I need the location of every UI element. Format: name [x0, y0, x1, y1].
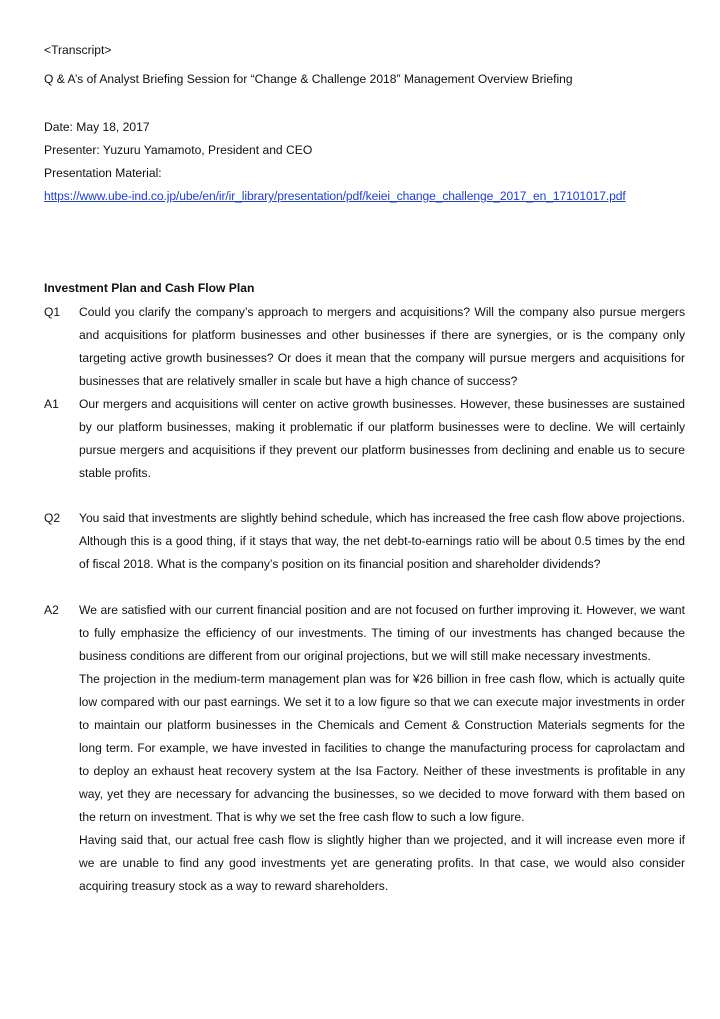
qa-text: [79, 507, 685, 576]
briefing-date: Date: May 18, 2017: [44, 120, 150, 134]
qa-text: [79, 301, 685, 393]
qa-label: Q1: [44, 305, 61, 319]
qa-label: Q2: [44, 511, 61, 525]
qa-label: A2: [44, 603, 59, 617]
section-heading: Investment Plan and Cash Flow Plan: [44, 281, 255, 295]
qa-paragraph: The projection in the medium-term management plan was for ¥26 billion in free cash flow, which is actually quite low compared with our past earnings. We set it to a low figure so that we can execute major investments in order to maintain our platform businesses in the Chemicals and Cement & Construction Materials segments for the long term. For example, we have invested in facilities to change the manufacturing process for caprolactam and to deploy an exhaust heat recovery system at the Isa Factory. Neither of these investments is profitable in any way, yet they are necessary for advancing the businesses, so we decided to move forward with them based on the return on investment. That is why we set the free cash flow to such a low figure.: [79, 672, 685, 824]
qa-paragraph: Our mergers and acquisitions will center on active growth businesses. However, these businesses are sustained by our platform businesses, making it problematic if our platform businesses were to decline. We will certainly pursue mergers and acquisitions if they prevent our platform businesses from declining and enable us to secure stable profits.: [79, 397, 685, 480]
qa-paragraph: We are satisfied with our current financial position and are not focused on further improving it. However, we want to fully emphasize the efficiency of our investments. The timing of our investments has changed because the business conditions are different from our original projections, but we will still make necessary investments.: [79, 603, 685, 663]
qa-text: [79, 599, 685, 898]
qa-text: [79, 393, 685, 485]
qa-label: A1: [44, 397, 59, 411]
presentation-material-link[interactable]: https://www.ube-ind.co.jp/ube/en/ir/ir_library/presentation/pdf/keiei_change_challenge_2017_en_17101017.pdf: [44, 189, 626, 203]
qa-paragraph: Having said that, our actual free cash flow is slightly higher than we projected, and it will increase even more if we are unable to find any good investments yet are generating profits. In that case, we would also consider acquiring treasury stock as a way to reward shareholders.: [79, 833, 685, 893]
qa-paragraph: Could you clarify the company’s approach to mergers and acquisitions? Will the company also pursue mergers and acquisitions for platform businesses and other businesses if there are synergies, or is the company only targeting active growth businesses? Or does it mean that the company will pursue mergers and acquisitions for businesses that are relatively smaller in scale but have a high chance of success?: [79, 305, 685, 388]
presenter: Presenter: Yuzuru Yamamoto, President and CEO: [44, 143, 313, 157]
transcript-tag: <Transcript>: [44, 43, 112, 57]
presentation-material-label: Presentation Material:: [44, 166, 162, 180]
document-title: Q & A’s of Analyst Briefing Session for “Change & Challenge 2018” Management Overview Briefing: [44, 72, 573, 86]
qa-paragraph: You said that investments are slightly behind schedule, which has increased the free cash flow above projections. Although this is a good thing, if it stays that way, the net debt-to-earnings ratio will be about 0.5 times by the end of fiscal 2018. What is the company’s position on its financial position and shareholder dividends?: [79, 511, 685, 571]
